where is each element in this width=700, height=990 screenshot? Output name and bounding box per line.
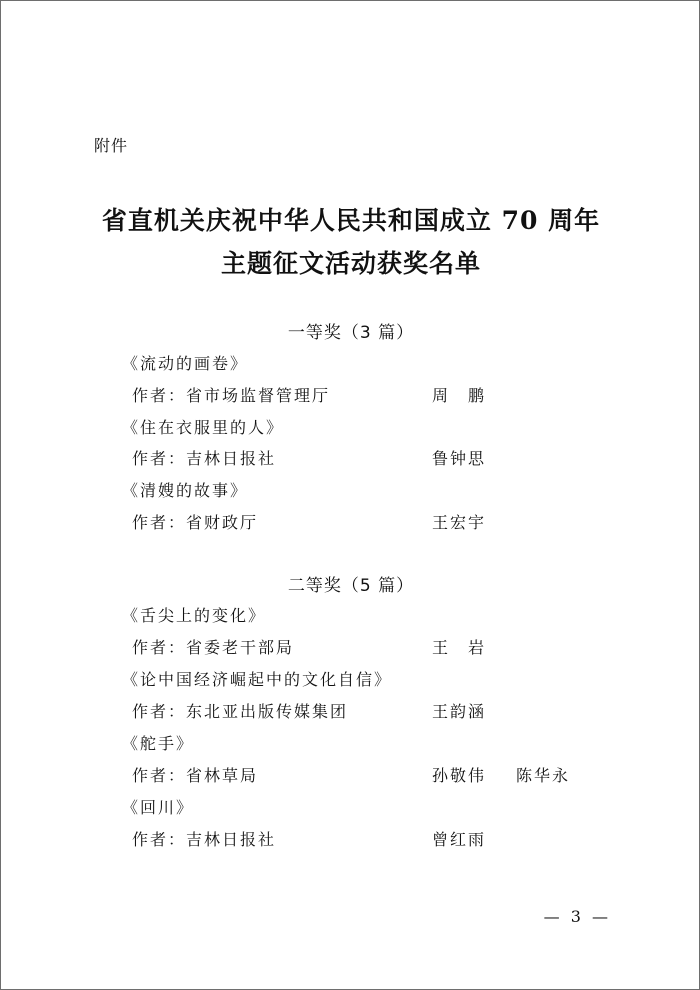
work-title: 《论中国经济崛起中的文化自信》 xyxy=(122,670,393,689)
work-title: 《回川》 xyxy=(122,798,195,817)
author-name: 周 鹏 xyxy=(432,386,487,405)
author-name: 王宏宇 xyxy=(432,513,487,532)
author-affiliation: 作者：省委老干部局 xyxy=(132,638,295,657)
author-affiliation: 作者：省林草局 xyxy=(132,766,259,785)
author-affiliation: 作者：省财政厅 xyxy=(132,513,259,532)
work-title: 《流动的画卷》 xyxy=(122,354,249,373)
document-title-line-2: 主题征文活动获奖名单 xyxy=(220,249,481,278)
first-prize-heading: 一等奖（3 篇） xyxy=(287,323,415,343)
author-affiliation: 作者：东北亚出版传媒集团 xyxy=(132,702,349,721)
author-name: 王 岩 xyxy=(432,638,487,657)
author-affiliation: 作者：吉林日报社 xyxy=(132,830,277,849)
author-name: 鲁钟思 xyxy=(432,449,487,468)
work-title: 《舌尖上的变化》 xyxy=(122,606,267,625)
second-prize-heading: 二等奖（5 篇） xyxy=(287,576,415,596)
work-title: 《清嫂的故事》 xyxy=(122,481,249,500)
author-affiliation: 作者：省市场监督管理厅 xyxy=(132,386,331,405)
work-title: 《舵手》 xyxy=(122,734,195,753)
author-name: 孙敬伟 xyxy=(432,766,487,785)
document-title-line-1: 省直机关庆祝中华人民共和国成立 70 周年 xyxy=(101,206,601,235)
author-name: 曾红雨 xyxy=(432,830,487,849)
work-title: 《住在衣服里的人》 xyxy=(122,418,285,437)
author-name: 陈华永 xyxy=(516,766,571,785)
page-number: — 3 — xyxy=(543,907,611,926)
author-name: 王韵涵 xyxy=(432,702,487,721)
author-affiliation: 作者：吉林日报社 xyxy=(132,449,277,468)
attachment-label: 附件 xyxy=(94,136,129,155)
